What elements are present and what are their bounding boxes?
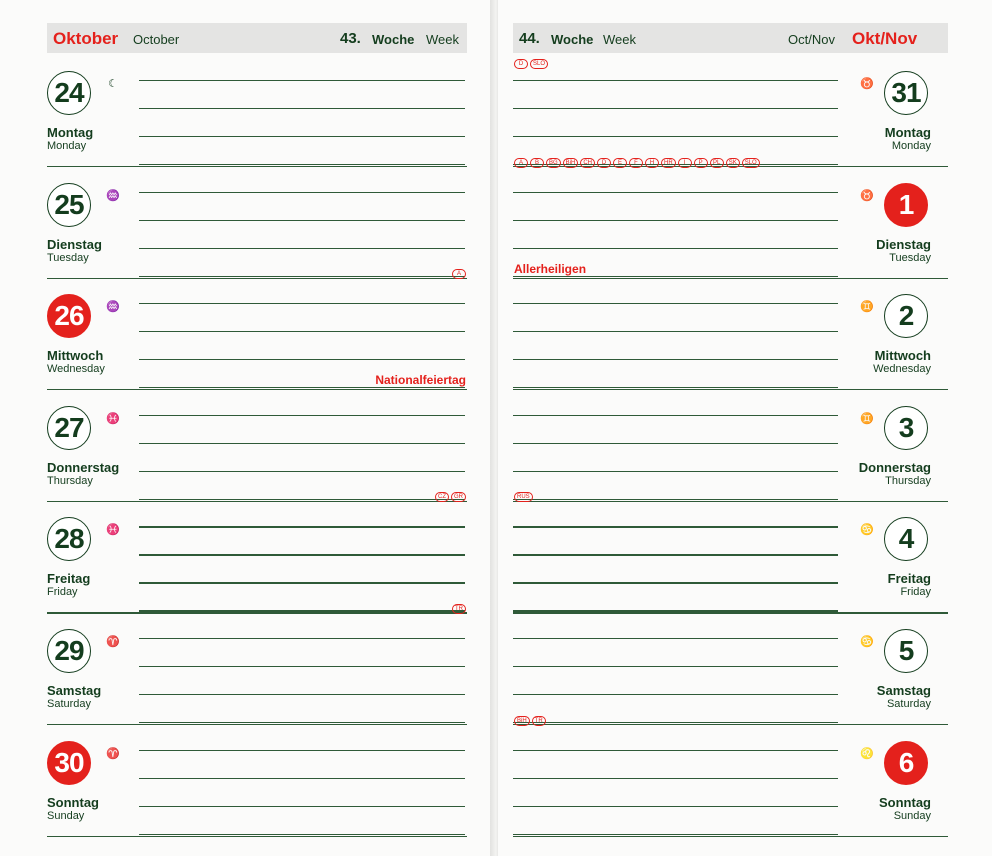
country-code-badge: H	[645, 158, 659, 168]
weekday-name-de: Dienstag	[876, 236, 931, 252]
moon-phase-icon: ♊	[860, 301, 874, 314]
writing-line	[139, 554, 465, 555]
country-code-badge: TR	[532, 716, 546, 726]
week-label-de: Woche	[551, 32, 594, 47]
writing-line	[139, 582, 465, 583]
writing-line	[139, 526, 465, 527]
moon-phase-icon: ♈	[106, 747, 120, 760]
day-number-circle: 24	[47, 71, 91, 115]
day-row-montag	[498, 58, 992, 169]
writing-line	[139, 80, 465, 81]
day-separator-line	[513, 501, 948, 502]
writing-line	[139, 303, 465, 304]
weekday-name-en: Wednesday	[47, 363, 105, 376]
writing-line	[139, 694, 465, 695]
day-separator-line	[47, 166, 467, 167]
moon-phase-icon: ♓	[106, 524, 120, 537]
day-separator-line	[47, 501, 467, 502]
day-number-circle: 29	[47, 629, 91, 673]
weekday-name-en: Thursday	[885, 474, 931, 487]
weekday-name-de: Samstag	[47, 683, 102, 698]
writing-line	[513, 359, 838, 360]
day-row-mittwoch	[498, 281, 992, 392]
week-header-left	[47, 23, 467, 53]
moon-phase-icon: ♋	[860, 636, 874, 648]
day-number-circle: 3	[884, 406, 928, 450]
country-codes	[514, 158, 760, 168]
weekday-name-de: Sonntag	[879, 794, 931, 810]
writing-line	[139, 359, 465, 360]
writing-line	[139, 248, 465, 249]
day-separator-line	[47, 836, 467, 837]
moon-phase-icon: ♊	[860, 412, 874, 425]
writing-line	[513, 220, 838, 221]
country-code-badge: F	[629, 158, 643, 168]
day-separator-line	[513, 836, 948, 837]
day-number-circle: 6	[884, 741, 928, 785]
day-row-sonntag	[498, 717, 992, 839]
writing-line	[513, 331, 838, 332]
writing-line	[513, 248, 838, 249]
weekday-name-de: Montag	[47, 125, 94, 140]
writing-line	[139, 778, 465, 779]
writing-line	[139, 666, 465, 667]
country-code-badge: BiH	[563, 158, 579, 168]
writing-line	[139, 220, 465, 221]
writing-line	[513, 108, 838, 109]
country-codes	[514, 492, 533, 502]
country-code-badge: BG	[546, 158, 561, 168]
writing-line	[139, 471, 465, 472]
country-codes	[452, 604, 466, 614]
day-number-circle: 28	[47, 517, 91, 561]
weekday-name-de: Freitag	[47, 571, 91, 587]
day-separator-line	[47, 389, 467, 390]
weekday-name-en: Sunday	[47, 809, 85, 822]
writing-line	[513, 526, 838, 527]
weekday-name-en: Monday	[47, 140, 87, 152]
moon-phase-icon: ♋	[860, 524, 874, 537]
writing-line	[513, 694, 838, 695]
country-code-badge: D	[597, 158, 611, 168]
writing-line	[513, 778, 838, 779]
day-row-dienstag	[0, 170, 492, 281]
country-codes	[514, 716, 546, 726]
day-row-donnerstag	[498, 393, 992, 504]
weekday-name-de: Freitag	[887, 571, 931, 587]
moon-phase-icon: ♓	[106, 412, 120, 425]
left-page	[0, 0, 492, 856]
country-code-badge: SLO	[742, 158, 760, 168]
day-row-samstag	[0, 606, 492, 727]
writing-line	[513, 471, 838, 472]
weekday-name-en: Saturday	[886, 698, 931, 710]
writing-line	[139, 415, 465, 416]
weekday-name-de: Mittwoch	[874, 348, 931, 364]
weekday-name-en: Tuesday	[889, 251, 931, 264]
day-row-donnerstag	[0, 393, 492, 504]
writing-line	[139, 806, 465, 807]
writing-line	[513, 136, 838, 137]
writing-line	[139, 331, 465, 332]
moon-phase-icon: ♒	[106, 301, 120, 314]
day-row-freitag	[0, 494, 492, 615]
country-codes	[514, 59, 548, 69]
week-number: 44.	[519, 30, 540, 47]
week-label-en: Week	[603, 32, 636, 47]
writing-line	[139, 750, 465, 751]
country-code-badge: SK	[726, 158, 740, 168]
writing-line	[513, 806, 838, 807]
writing-line	[139, 192, 465, 193]
week-label-en: Week	[426, 32, 459, 47]
right-page	[498, 0, 992, 856]
week-number: 43.	[340, 30, 361, 47]
day-separator-line	[513, 389, 948, 390]
writing-line	[513, 443, 838, 444]
writing-line	[513, 582, 838, 583]
country-code-badge: CH	[580, 158, 595, 168]
weekday-name-de: Mittwoch	[47, 348, 104, 364]
country-code-badge: E	[613, 158, 627, 168]
writing-line	[139, 108, 465, 109]
day-row-montag	[0, 58, 492, 169]
country-code-badge: GR	[451, 492, 466, 502]
holiday-name: Allerheiligen	[514, 261, 587, 276]
day-number-circle: 4	[884, 517, 928, 561]
country-code-badge: D	[514, 59, 528, 69]
day-separator-line	[47, 612, 467, 613]
writing-line	[513, 192, 838, 193]
writing-line	[513, 666, 838, 667]
writing-line	[139, 443, 465, 444]
weekday-name-de: Sonntag	[47, 794, 99, 810]
moon-phase-icon: ♌	[860, 747, 874, 760]
day-separator-line	[513, 612, 948, 613]
weekday-name-en: Saturday	[47, 698, 92, 710]
weekday-name-en: Monday	[891, 140, 931, 152]
weekday-name-en: Friday	[47, 586, 78, 599]
holiday-name: Nationalfeiertag	[375, 373, 466, 388]
day-number-circle: 26	[47, 294, 91, 338]
country-code-badge: RUS	[514, 492, 533, 502]
country-codes	[452, 269, 466, 279]
weekday-name-en: Sunday	[893, 809, 931, 822]
month-title-de: Oktober	[53, 29, 119, 48]
writing-line	[139, 136, 465, 137]
country-code-badge: A	[514, 158, 528, 168]
weekday-name-de: Donnerstag	[858, 459, 931, 475]
day-number-circle: 25	[47, 183, 91, 227]
weekday-name-de: Samstag	[876, 683, 931, 698]
month-title-en: October	[133, 32, 180, 47]
moon-phase-icon: ♈	[106, 636, 120, 648]
writing-line	[139, 638, 465, 639]
day-number-circle: 1	[884, 183, 928, 227]
day-separator-line	[47, 724, 467, 725]
month-title-de: Okt/Nov	[852, 29, 918, 48]
day-row-samstag	[498, 616, 992, 727]
country-code-badge: I	[678, 158, 692, 168]
country-codes	[435, 492, 466, 502]
country-code-badge: SLO	[530, 59, 548, 69]
country-code-badge: HR	[661, 158, 676, 168]
day-number-circle: 31	[884, 71, 928, 115]
day-separator-line	[47, 278, 467, 279]
day-row-mittwoch	[0, 271, 492, 392]
moon-phase-icon: ♉	[860, 189, 874, 202]
country-code-badge: BiH	[514, 716, 530, 726]
writing-line	[513, 80, 838, 81]
week-label-de: Woche	[372, 32, 415, 47]
weekday-name-en: Thursday	[47, 474, 93, 487]
day-row-freitag	[498, 494, 992, 615]
writing-line	[513, 638, 838, 639]
writing-line	[513, 415, 838, 416]
month-title-en: Oct/Nov	[788, 32, 835, 47]
day-row-dienstag	[498, 159, 992, 281]
weekday-name-en: Wednesday	[873, 363, 931, 376]
weekday-name-en: Friday	[900, 586, 931, 599]
day-number-circle: 2	[884, 294, 928, 338]
day-separator-line	[513, 278, 948, 279]
weekday-name-de: Montag	[884, 125, 931, 140]
writing-line	[513, 554, 838, 555]
day-row-sonntag	[0, 728, 492, 839]
weekday-name-en: Tuesday	[47, 251, 89, 264]
country-code-badge: TR	[452, 604, 466, 614]
writing-line	[513, 750, 838, 751]
moon-phase-icon: ☾	[108, 78, 118, 90]
country-code-badge: PL	[710, 158, 724, 168]
day-separator-line	[513, 724, 948, 725]
day-number-circle: 27	[47, 406, 91, 450]
writing-line	[513, 303, 838, 304]
country-code-badge: CZ	[435, 492, 449, 502]
week-header-right	[513, 23, 948, 53]
day-number-circle: 30	[47, 741, 91, 785]
day-number-circle: 5	[884, 629, 928, 673]
moon-phase-icon: ♉	[860, 78, 874, 90]
country-code-badge: B	[530, 158, 544, 168]
country-code-badge: P	[694, 158, 708, 168]
country-code-badge: A	[452, 269, 466, 279]
weekday-name-de: Dienstag	[47, 236, 102, 252]
moon-phase-icon: ♒	[106, 189, 120, 202]
weekday-name-de: Donnerstag	[47, 459, 120, 475]
